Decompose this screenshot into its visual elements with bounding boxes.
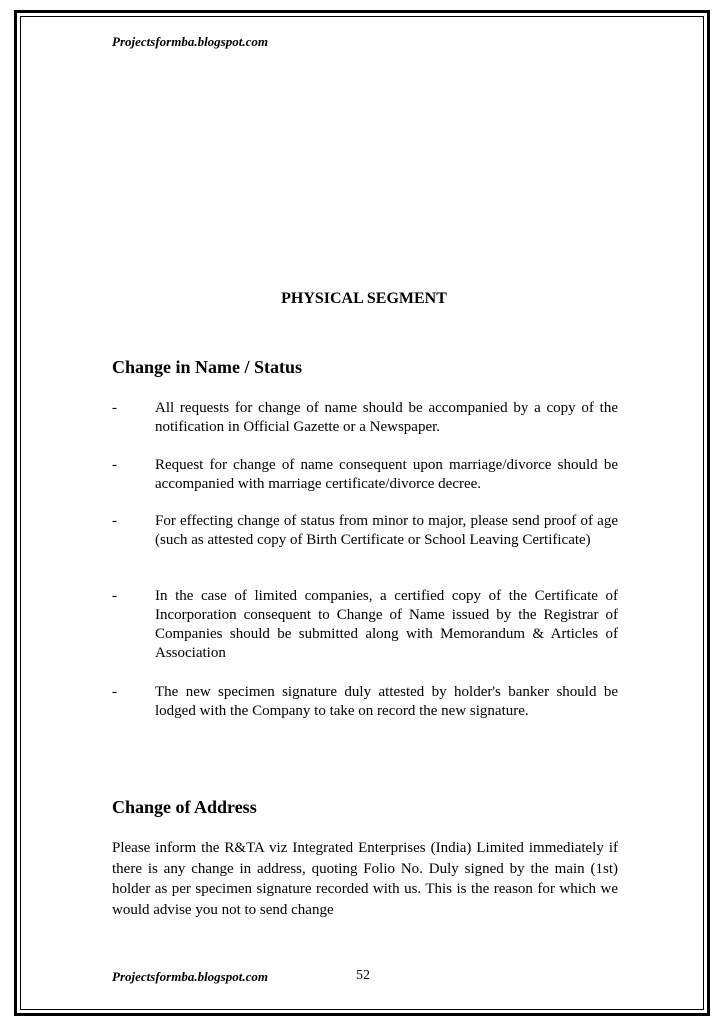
page-title <box>0 290 728 308</box>
section-heading-name-status: Change in Name / Status <box>112 357 303 377</box>
bullet-dash: - <box>112 513 117 529</box>
address-paragraph: Please inform the R&TA viz Integrated Enterprises (India) Limited immediately if there is any change in address, quoting Folio No. Duly signed by the main (1st) holder as per specimen signature recorded with us. This is the reason for which we would advise you not to send change <box>112 840 618 918</box>
page-number: 52 <box>356 968 370 983</box>
header-site-link[interactable]: Projectsformba.blogspot.com <box>112 34 268 49</box>
list-item-text: Request for change of name consequent upon marriage/divorce should be accompanied with marriage certificate/divorce decree. <box>155 457 618 492</box>
list-item-text: All requests for change of name should be accompanied by a copy of the notification in Official Gazette or a Newspaper. <box>155 400 618 435</box>
list-item-text: The new specimen signature duly attested by holder's banker should be lodged with the Company to take on record the new signature. <box>155 684 618 719</box>
bullet-dash: - <box>112 588 117 604</box>
list-item-text: For effecting change of status from minor to major, please send proof of age (such as attested copy of Birth Certificate or School Leaving Certificate) <box>155 513 618 548</box>
bullet-dash: - <box>112 400 117 416</box>
bullet-dash: - <box>112 684 117 700</box>
bullet-dash: - <box>112 457 117 473</box>
list-item-text: In the case of limited companies, a certified copy of the Certificate of Incorporation consequent to Change of Name issued by the Registrar of Companies should be submitted along with Memorandum & Articles of Association <box>155 588 618 661</box>
footer-site-link[interactable]: Projectsformba.blogspot.com <box>112 969 268 984</box>
page-title-text: PHYSICAL SEGMENT <box>281 290 447 307</box>
section-heading-change-address: Change of Address <box>112 797 257 817</box>
